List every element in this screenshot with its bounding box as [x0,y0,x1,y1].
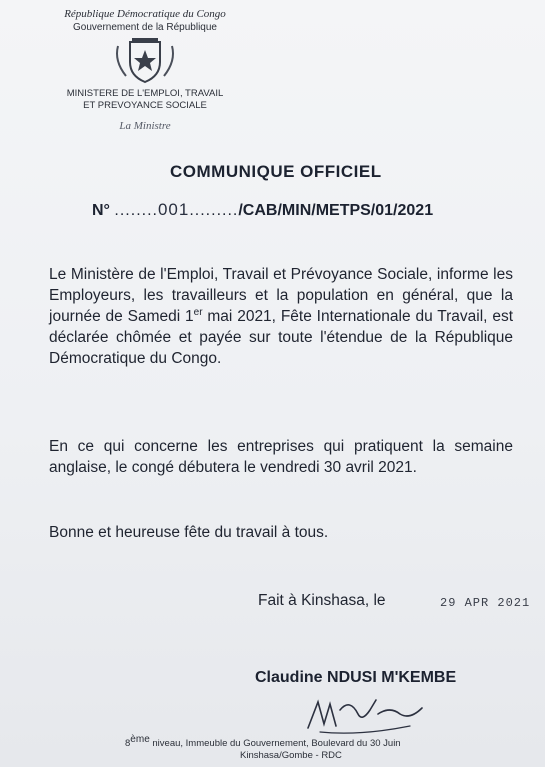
handwritten-signature-icon [300,680,430,740]
government-heading: Gouvernement de la République [73,22,217,33]
ministry-line-1: MINISTERE DE L'EMPLOI, TRAVAIL [66,88,224,99]
paragraph-announcement [49,264,513,369]
document-title: COMMUNIQUE OFFICIEL [170,162,382,181]
paragraph-english-week: En ce qui concerne les entreprises qui pratiquent la semaine anglaise, le congé débutera le vendredi 30 avril 2021. [49,438,513,476]
reference-prefix: N° [92,202,115,219]
reference-dots-after: ......... [189,202,239,219]
date-stamp: 29 APR 2021 [440,596,531,610]
ministry-line-2: ET PREVOYANCE SOCIALE [83,100,207,111]
ordinal-suffix: er [193,306,203,318]
reference-suffix: /CAB/MIN/METPS/01/2021 [238,202,434,219]
paragraph-greeting: Bonne et heureuse fête du travail à tous. [49,524,329,541]
footer-address-line-1 [125,733,401,749]
reference-dots-before: ........ [114,202,158,219]
footer-address-line-2: Kinshasa/Gombe - RDC [240,750,342,761]
footer-floor-number: 8 [125,738,131,749]
reference-number [92,200,433,220]
minister-mark: La Ministre [119,120,171,132]
paragraph-announcement-part-b: mai 2021, Fête Internationale du Travail, est déclarée chômée et payée sur toute l'étendue de la République Démocratique du Congo. [49,308,513,367]
footer-floor-suffix: ème [130,733,150,745]
ministry-heading [40,88,250,112]
coat-of-arms-icon [110,36,180,86]
republic-heading: République Démocratique du Congo [64,8,226,20]
footer-address-text: niveau, Immeuble du Gouvernement, Boulevard du 30 Juin [149,738,401,749]
reference-handwritten-number: 001 [157,200,190,219]
place-and-date-label: Fait à Kinshasa, le [258,592,386,609]
signatory-name: Claudine NDUSI M'KEMBE [255,669,457,686]
paragraph-announcement-part-a: Le Ministère de l'Emploi, Travail et Prévoyance Sociale, informe les Employeurs, les travailleurs et la population en général, que la journée de Samedi 1 [49,266,513,325]
